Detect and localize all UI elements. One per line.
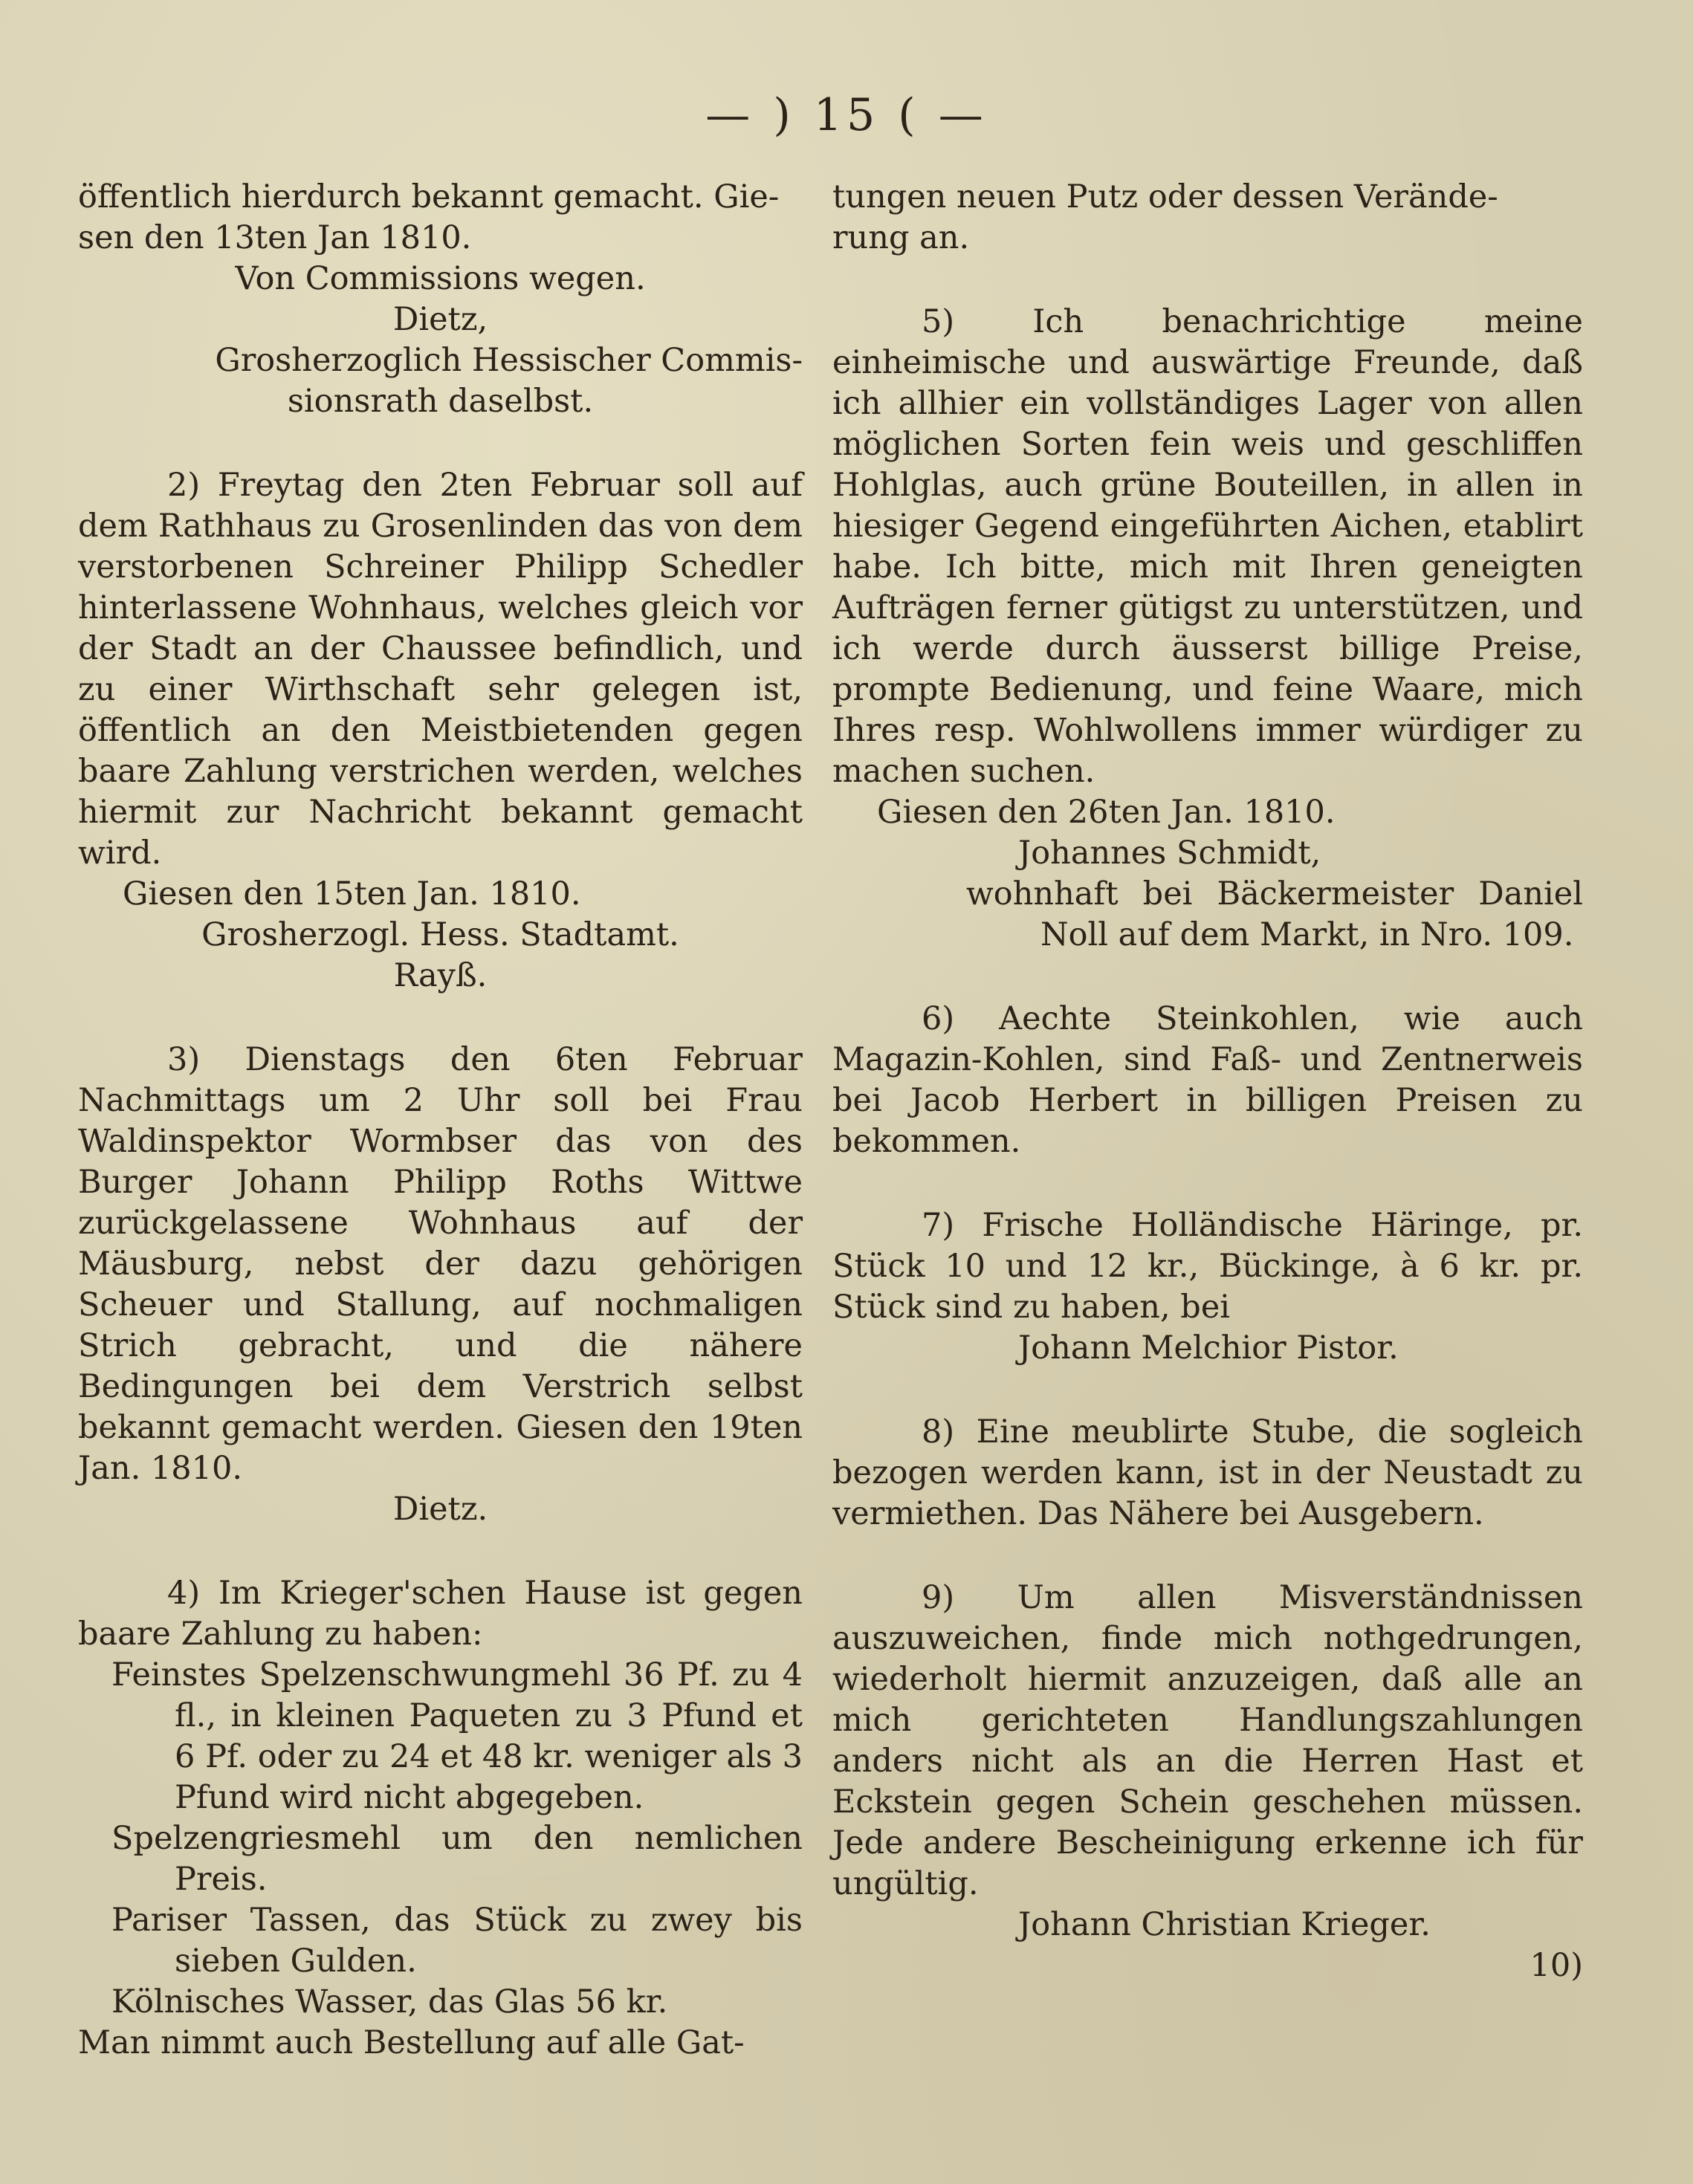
notice-5: 5) Ich benachrichtige meine einheimische und auswärtige Freunde, daß ich allhier ein vollständiges Lager von allen möglichen Sorten fein weis und geschliffen Hohlglas, auch grüne Bouteillen, in allen in hiesiger Gegend eingeführten Aichen, etablirt habe. Ich bitte, mich mit Ihren geneigten Aufträgen ferner gütigst zu unterstützen, und ich werde durch äusserst billige Preise, prompte Bedienung, und feine Waare, mich Ihres resp. Wohlwollens immer würdiger zu machen suchen. [832,303,1583,790]
notice-7-signature: Johann Melchior Pistor. [1018,1329,1399,1367]
continued-date: sen den 13ten Jan 1810. [78,219,472,256]
notice-8: 8) Eine meublirte Stube, die sogleich bezogen werden kann, ist in der Neustadt zu vermiethen. Das Nähere bei Ausgebern. [832,1413,1583,1532]
notice-2-signature: Rayß. [393,957,488,994]
notice-3: 3) Dienstags den 6ten Februar Nachmittags um 2 Uhr soll bei Frau Waldinspektor Wormbser das von des Burger Johann Philipp Roths Wittwe zurückgelassene Wohnhaus auf der Mäusburg, nebst der dazu gehörigen Scheuer und Stallung, auf nochmaligen Strich gebracht, und die nähere Bedingungen bei dem Verstrich selbst bekannt gemacht werden. Giesen den 19ten Jan. 1810. [78,1041,803,1487]
notice-7: 7) Frische Holländische Häringe, pr. Stück 10 und 12 kr., Bückinge, à 6 kr. pr. Stück sind zu haben, bei [832,1207,1583,1326]
signature-dietz: Dietz, [392,301,488,338]
page-number-header: — ) 15 ( — [705,89,988,141]
notice-5-date: Giesen den 26ten Jan. 1810. [877,794,1336,831]
notice-4-item-4: Kölnisches Wasser, das Glas 56 kr. [111,1983,668,2021]
notice-3-signature: Dietz. [392,1491,488,1528]
notice-5-signature: Johannes Schmidt, [1018,835,1321,872]
notice-4: 4) Im Krieger'schen Hause ist gegen baare Zahlung zu haben: [78,1575,803,1653]
notice-9-signature: Johann Christian Krieger. [1018,1906,1431,1943]
catchword: 10) [1529,1947,1583,1984]
notice-2: 2) Freytag den 2ten Februar soll auf dem Rathhaus zu Grosenlinden das von dem verstorbenen Schreiner Philipp Schedler hinterlassene Wohnhaus, welches gleich vor der Stadt an der Chaussee befindlich, und zu einer Wirthschaft sehr gelegen ist, öffentlich an den Meistbietenden gegen baare Zahlung verstrichen werden, welches hiermit zur Nachricht bekannt gemacht wird. [78,467,803,872]
notice-6: 6) Aechte Steinkohlen, wie auch Magazin-Kohlen, sind Faß- und Zentnerweis bei Jacob Herbert in billigen Preisen zu bekommen. [832,1000,1583,1160]
left-column [78,177,803,2064]
notice-5-address: wohnhaft bei Bäckermeister Daniel Noll auf dem Markt, in Nro. 109. [966,875,1583,953]
notice-4-item-2: Spelzengriesmehl um den nemlichen Preis. [111,1820,803,1898]
notice-4-cont-2: rung an. [832,219,970,256]
notice-2-office: Grosherzogl. Hess. Stadtamt. [201,916,679,953]
notice-4-cont: tungen neuen Putz oder dessen Verände- [832,178,1498,216]
notice-9: 9) Um allen Misverständnissen auszuweichen, finde mich nothgedrungen, wiederholt hiermit anzuzeigen, daß alle an mich gerichteten Handlungszahlungen anders nicht als an die Herren Hast et Eckstein gegen Schein geschehen müssen. Jede andere Bescheinigung erkenne ich für ungültig. [832,1579,1583,1902]
notice-2-date: Giesen den 15ten Jan. 1810. [123,875,581,913]
right-column [832,177,1583,1986]
continued-line: öffentlich hierdurch bekannt gemacht. Gie- [78,178,780,216]
signature-title: Grosherzoglich Hessischer Commis- [215,342,803,379]
commission-line: Von Commissions wegen. [235,260,646,297]
notice-4-item-1: Feinstes Spelzenschwungmehl 36 Pf. zu 4 fl., in kleinen Paqueten zu 3 Pfund et 6 Pf. oder zu 24 et 48 kr. weniger als 3 Pfund wird nicht abgegeben. [111,1656,803,1816]
notice-4-item-3: Pariser Tassen, das Stück zu zwey bis sieben Gulden. [111,1902,803,1980]
notice-4-end: Man nimmt auch Bestellung auf alle Gat- [78,2024,745,2061]
signature-title-cont: sionsrath daselbst. [287,383,594,420]
